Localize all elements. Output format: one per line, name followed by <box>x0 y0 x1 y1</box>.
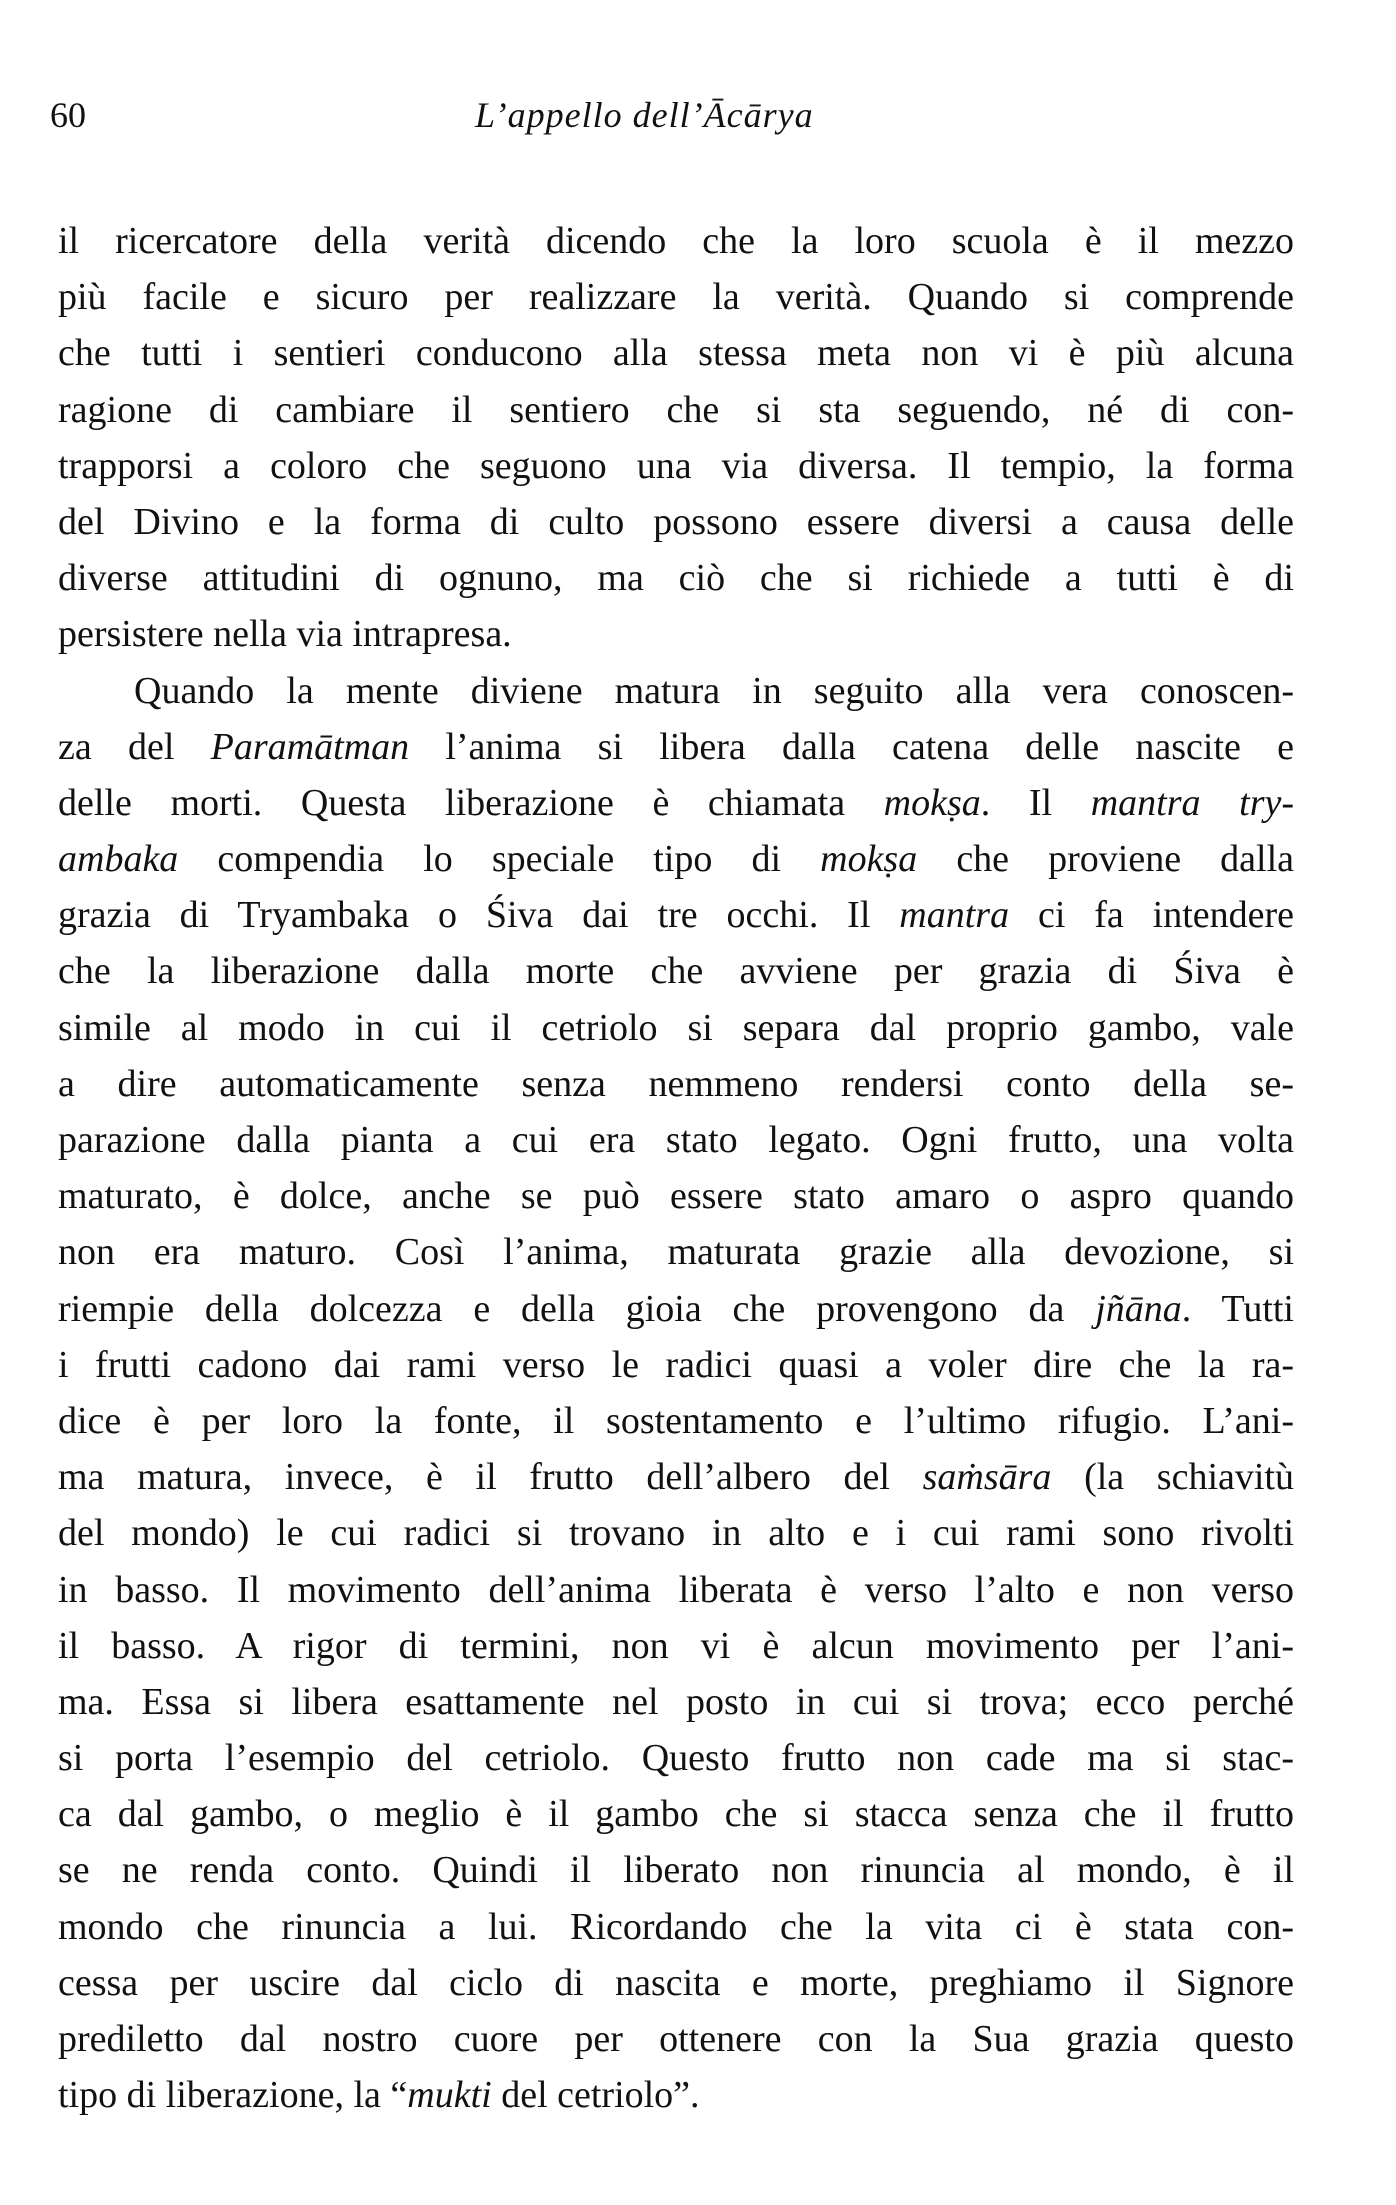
text-line <box>58 1393 1294 1449</box>
text-line <box>58 1449 1294 1505</box>
text-segment: . Tutti <box>1181 1287 1294 1330</box>
text-segment: riempie della dolcezza e della gioia che provengono da <box>58 1287 1096 1330</box>
italic-term: mantra <box>899 894 1010 937</box>
text-line <box>58 269 1294 325</box>
text-line <box>58 943 1294 999</box>
text-segment: che proviene dalla <box>917 838 1295 881</box>
text-line <box>58 831 1294 887</box>
text-segment: (la schiavitù <box>1051 1456 1294 1499</box>
text-line <box>58 1168 1294 1224</box>
text-line <box>58 494 1294 550</box>
text-line <box>58 1730 1294 1786</box>
text-segment: il ricercatore della verità dicendo che la loro scuola è il mezzo <box>58 220 1294 262</box>
text-line <box>58 1562 1294 1618</box>
italic-term: mokṣa <box>820 838 918 881</box>
text-line <box>58 213 1294 269</box>
text-line <box>58 550 1294 606</box>
text-line <box>58 1618 1294 1674</box>
text-segment: trapporsi a coloro che seguono una via diversa. Il tempio, la forma <box>58 444 1294 487</box>
italic-term: ambaka <box>58 838 179 881</box>
body-text <box>58 213 1294 2123</box>
text-segment: in basso. Il movimento dell’anima liberata è verso l’alto e non verso <box>58 1568 1294 1611</box>
text-segment: che la liberazione dalla morte che avviene per grazia di Śiva è <box>58 950 1294 993</box>
text-segment: mondo che rinuncia a lui. Ricordando che la vita ci è stata con- <box>58 1905 1294 1948</box>
text-segment: ma matura, invece, è il frutto dell’albero del <box>58 1456 923 1499</box>
text-line <box>58 1000 1294 1056</box>
text-segment: compendia lo speciale tipo di <box>178 838 821 881</box>
text-segment: dice è per loro la fonte, il sostentamento e l’ultimo rifugio. L’ani- <box>58 1399 1294 1442</box>
italic-term: Paramātman <box>210 725 410 768</box>
text-segment: a dire automaticamente senza nemmeno rendersi conto della se- <box>58 1062 1294 1105</box>
italic-term: mokṣa <box>883 781 981 824</box>
text-line <box>58 1281 1294 1337</box>
text-segment: che tutti i sentieri conducono alla stessa meta non vi è più alcuna <box>58 332 1294 375</box>
text-line <box>58 1899 1294 1955</box>
text-line <box>58 663 1294 719</box>
text-line <box>58 1674 1294 1730</box>
text-line <box>58 382 1294 438</box>
italic-term: jñāna <box>1095 1287 1182 1330</box>
text-line <box>58 1224 1294 1280</box>
text-segment: Quando la mente diviene matura in seguito alla vera conoscen- <box>134 669 1294 712</box>
text-segment: maturato, è dolce, anche se può essere stato amaro o aspro quando <box>58 1175 1294 1218</box>
text-segment: non era maturo. Così l’anima, maturata grazie alla devozione, si <box>58 1231 1294 1274</box>
text-segment: se ne renda conto. Quindi il liberato non rinuncia al mondo, è il <box>58 1849 1294 1892</box>
text-line <box>58 2067 1294 2123</box>
text-segment: prediletto dal nostro cuore per ottenere con la Sua grazia questo <box>58 2018 1294 2060</box>
text-segment: . Il <box>980 781 1091 824</box>
text-segment: ca dal gambo, o meglio è il gambo che si stacca senza che il frutto <box>58 1793 1294 1836</box>
text-segment: cessa per uscire dal ciclo di nascita e morte, preghiamo il Signore <box>58 1961 1294 2004</box>
text-line <box>58 1505 1294 1561</box>
text-line <box>58 1842 1294 1898</box>
text-segment: parazione dalla pianta a cui era stato legato. Ogni frutto, una volta <box>58 1119 1294 1161</box>
text-line <box>58 606 1294 662</box>
italic-term: mukti <box>407 2074 492 2117</box>
text-segment: ma. Essa si libera esattamente nel posto in cui si trova; ecco perché <box>58 1680 1294 1723</box>
text-segment: del mondo) le cui radici si trovano in alto e i cui rami sono rivolti <box>58 1512 1294 1555</box>
text-segment: persistere nella via intrapresa. <box>58 613 512 656</box>
text-line <box>58 2011 1294 2067</box>
text-line <box>58 1955 1294 2011</box>
text-line <box>58 1056 1294 1112</box>
text-line <box>58 1112 1294 1168</box>
text-line <box>58 887 1294 943</box>
text-segment: del cetriolo”. <box>491 2074 700 2117</box>
text-segment: grazia di Tryambaka o Śiva dai tre occhi. Il <box>58 894 900 937</box>
italic-term: saṁsāra <box>922 1456 1052 1499</box>
text-segment: delle morti. Questa liberazione è chiamata <box>58 781 884 824</box>
running-head <box>0 90 1396 140</box>
text-segment: ragione di cambiare il sentiero che si sta seguendo, né di con- <box>58 388 1294 431</box>
running-title: L’appello dell’Ācārya <box>475 95 814 135</box>
text-segment: za del <box>58 725 211 768</box>
text-segment: ci fa intendere <box>1009 894 1295 937</box>
text-segment: l’anima si libera dalla catena delle nascite e <box>409 725 1294 768</box>
text-line <box>58 775 1294 831</box>
text-line <box>58 1786 1294 1842</box>
text-segment: il basso. A rigor di termini, non vi è alcun movimento per l’ani- <box>58 1624 1294 1667</box>
text-segment: più facile e sicuro per realizzare la verità. Quando si comprende <box>58 276 1294 319</box>
text-segment: tipo di liberazione, la “ <box>58 2074 408 2117</box>
text-line <box>58 325 1294 381</box>
text-line <box>58 438 1294 494</box>
text-segment: del Divino e la forma di culto possono essere diversi a causa delle <box>58 500 1294 543</box>
text-line <box>58 1337 1294 1393</box>
italic-term: mantra try- <box>1090 781 1295 824</box>
text-segment: simile al modo in cui il cetriolo si separa dal proprio gambo, vale <box>58 1006 1294 1049</box>
text-segment: si porta l’esempio del cetriolo. Questo frutto non cade ma si stac- <box>58 1737 1294 1780</box>
text-segment: diverse attitudini di ognuno, ma ciò che si richiede a tutti è di <box>58 557 1294 600</box>
page-number: 60 <box>50 95 86 135</box>
text-line <box>58 719 1294 775</box>
text-segment: i frutti cadono dai rami verso le radici quasi a voler dire che la ra- <box>58 1343 1294 1386</box>
